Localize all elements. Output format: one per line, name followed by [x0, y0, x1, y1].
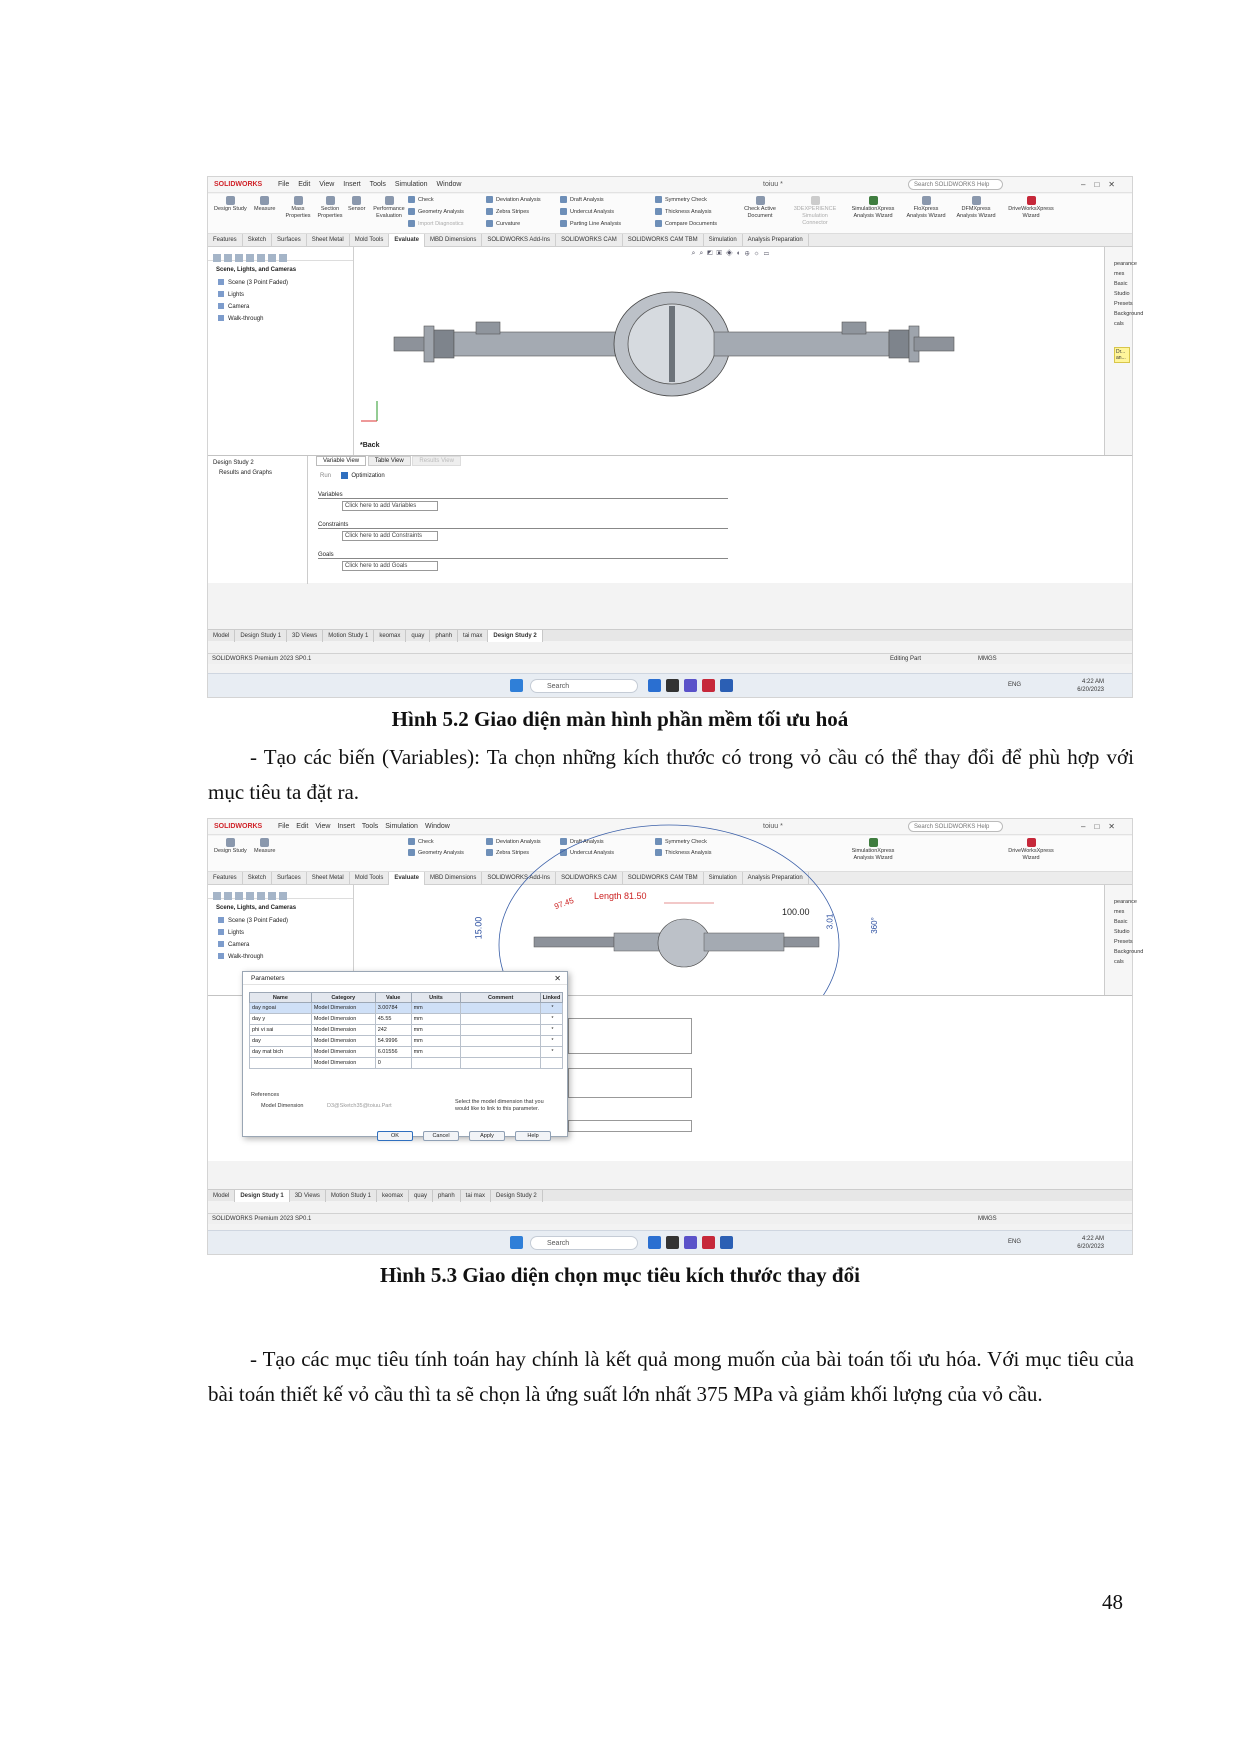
tab-mbd-dimensions[interactable]: MBD Dimensions	[425, 234, 482, 247]
solidworks-logo: SOLIDWORKS	[214, 181, 263, 188]
undercut-analysis-button[interactable]: Undercut Analysis	[560, 848, 614, 859]
menu-edit[interactable]: Edit	[298, 181, 311, 188]
tab-mbd-dimensions[interactable]: MBD Dimensions	[425, 872, 482, 885]
measure-button[interactable]: Measure	[254, 838, 275, 855]
thickness-analysis-button[interactable]: Thickness Analysis	[655, 848, 711, 859]
clock[interactable]: 4:22 AM 6/20/2023	[1077, 679, 1104, 693]
tab-mold-tools[interactable]: Mold Tools	[350, 234, 390, 247]
command-tabs	[208, 234, 1132, 247]
menu-view[interactable]: View	[319, 181, 335, 188]
status-version: SOLIDWORKS Premium 2023 SP0.1	[212, 656, 312, 662]
tab-analysis-preparation[interactable]: Analysis Preparation	[743, 234, 809, 247]
curvature-button[interactable]: Curvature	[486, 219, 520, 230]
geometry-analysis-button[interactable]: Geometry Analysis	[408, 207, 464, 218]
axis-triad-icon	[357, 397, 387, 427]
task-pane[interactable]: pearance mes Basic Studio Presets Background cals	[1104, 885, 1132, 995]
tab-addins[interactable]: SOLIDWORKS Add-Ins	[482, 872, 556, 885]
menu-bar	[278, 177, 468, 193]
symmetry-check-button[interactable]: Symmetry Check	[655, 837, 707, 848]
dimension-15[interactable]: 15.00	[473, 916, 484, 940]
cancel-button[interactable]: Cancel	[423, 1131, 459, 1141]
menu-insert[interactable]: Insert	[343, 181, 361, 188]
bing-icon[interactable]	[648, 679, 661, 692]
menu-window[interactable]: Window	[436, 181, 462, 188]
parting-line-analysis-button[interactable]: Parting Line Analysis	[560, 219, 621, 230]
check-button[interactable]: Check	[408, 837, 434, 848]
tab-tai-max[interactable]: tai max	[461, 1190, 491, 1202]
draft-analysis-button[interactable]: Draft Analysis	[560, 837, 604, 848]
axle-housing-model	[394, 292, 954, 402]
teams-icon[interactable]	[684, 679, 697, 692]
tab-tai-max[interactable]: tai max	[458, 630, 488, 642]
model-dimension-value[interactable]: D3@Sketch35@toiuu.Part	[327, 1103, 392, 1109]
goals-section	[318, 552, 728, 571]
page-number: 48	[1102, 1590, 1123, 1614]
screenshot-optimization-ui	[207, 176, 1144, 698]
design-study-icon	[226, 838, 235, 847]
dimension-3-01[interactable]: 3.01	[825, 913, 835, 930]
undercut-analysis-button[interactable]: Undercut Analysis	[560, 207, 614, 218]
table-row[interactable]: Model Dimension 0	[250, 1058, 563, 1069]
close-icon[interactable]: ✕	[554, 974, 561, 983]
symmetry-check-button[interactable]: Symmetry Check	[655, 195, 707, 206]
section-properties-icon	[326, 196, 335, 205]
section-properties-button[interactable]: Section Properties	[316, 196, 344, 220]
design-study-icon	[226, 196, 235, 205]
ok-button[interactable]: OK	[377, 1131, 413, 1141]
bottom-study-tabs	[208, 1189, 1132, 1201]
status-version: SOLIDWORKS Premium 2023 SP0.1	[212, 1216, 312, 1222]
panel-title: Scene, Lights, and Cameras	[216, 267, 297, 273]
tab-surfaces[interactable]: Surfaces	[272, 234, 307, 247]
check-document-icon	[756, 196, 765, 205]
dimension-97[interactable]: 97.45	[553, 895, 575, 912]
add-variables-dropdown[interactable]: Click here to add Variables	[342, 501, 438, 511]
thickness-analysis-button[interactable]: Thickness Analysis	[655, 207, 711, 218]
task-view-icon[interactable]	[666, 1236, 679, 1249]
tab-design-study-2[interactable]: Design Study 2	[491, 1190, 543, 1202]
tab-cam-tbm[interactable]: SOLIDWORKS CAM TBM	[623, 872, 704, 885]
design-study-panel	[208, 455, 1132, 583]
tab-sketch[interactable]: Sketch	[243, 234, 272, 247]
tree-design-study-2[interactable]: Design Study 2	[213, 460, 254, 466]
document-title: toiuu *	[763, 181, 783, 188]
references-block	[251, 1092, 392, 1110]
driveworksxpress-button[interactable]: DriveWorksXpress Wizard	[1006, 838, 1056, 862]
tab-sheet-metal[interactable]: Sheet Metal	[307, 234, 350, 247]
language-indicator[interactable]: ENG	[1008, 682, 1022, 688]
driveworks-icon	[1027, 838, 1036, 847]
language-indicator[interactable]: ENG	[1008, 1239, 1022, 1245]
design-study-button[interactable]: Design Study	[214, 838, 247, 855]
measure-button[interactable]: Measure	[254, 196, 275, 213]
performance-icon	[385, 196, 394, 205]
dimension-length[interactable]: Length 81.50	[594, 891, 647, 901]
constraints-table-bg	[568, 1068, 692, 1098]
windows-taskbar	[208, 1230, 1132, 1254]
tab-phanh[interactable]: phanh	[433, 1190, 461, 1202]
tree-scene[interactable]: Scene (3 Point Faded)	[208, 277, 353, 289]
measure-icon	[260, 838, 269, 847]
add-constraints-dropdown[interactable]: Click here to add Constraints	[342, 531, 438, 541]
tab-mold-tools[interactable]: Mold Tools	[350, 872, 390, 885]
command-tabs	[208, 872, 1132, 885]
document-title: toiuu *	[763, 823, 783, 830]
bottom-study-tabs	[208, 629, 1132, 641]
apply-button[interactable]: Apply	[469, 1131, 505, 1141]
ribbon	[208, 194, 1132, 234]
ribbon	[208, 836, 1132, 872]
tree-walk-through[interactable]: Walk-through	[208, 313, 353, 325]
measure-icon	[260, 196, 269, 205]
tab-results-view[interactable]: Results View	[412, 456, 461, 466]
window-controls[interactable]: –□✕	[1081, 822, 1124, 831]
parameters-dialog[interactable]	[242, 971, 568, 1137]
reference-hint: Select the model dimension that you would like to link to this parameter.	[455, 1099, 544, 1112]
zebra-stripes-button[interactable]: Zebra Stripes	[486, 207, 529, 218]
tab-keomax[interactable]: keomax	[377, 1190, 409, 1202]
col-units: Units	[411, 993, 461, 1003]
goals-table-bg	[568, 1120, 692, 1132]
status-units[interactable]: MMGS	[978, 1216, 997, 1222]
zebra-stripes-button[interactable]: Zebra Stripes	[486, 848, 529, 859]
dfmxpress-icon	[972, 196, 981, 205]
tab-sheet-metal[interactable]: Sheet Metal	[307, 872, 350, 885]
run-row	[320, 472, 385, 479]
tab-quay[interactable]: quay	[406, 630, 430, 642]
table-row[interactable]: day mat bich Model Dimension 6.01556 mm *	[250, 1047, 563, 1058]
teams-icon[interactable]	[684, 1236, 697, 1249]
check-button[interactable]: Check	[408, 195, 434, 206]
col-comment: Comment	[461, 993, 541, 1003]
tab-evaluate[interactable]: Evaluate	[389, 872, 425, 885]
tab-table-view[interactable]: Table View	[368, 456, 411, 466]
tab-design-study-1[interactable]: Design Study 1	[235, 630, 287, 642]
optimization-checkbox[interactable]	[341, 472, 348, 479]
simulationxpress-button[interactable]: SimulationXpress Analysis Wizard	[848, 838, 898, 862]
col-linked: Linked	[541, 993, 563, 1003]
tab-variable-view[interactable]: Variable View	[316, 456, 366, 466]
constraints-title: Constraints	[318, 522, 728, 529]
dialog-buttons	[377, 1124, 561, 1142]
table-row[interactable]: day Model Dimension 54.9996 mm *	[250, 1036, 563, 1047]
sensor-button[interactable]: Sensor	[348, 196, 365, 213]
tree-lights[interactable]: Lights	[208, 927, 353, 939]
references-label: References	[251, 1092, 280, 1098]
parameters-table	[249, 992, 563, 1069]
pane-icon-strip[interactable]	[208, 885, 353, 899]
compare-documents-button[interactable]: Compare Documents	[655, 219, 717, 230]
title-bar	[208, 819, 1132, 835]
tab-cam[interactable]: SOLIDWORKS CAM	[556, 234, 623, 247]
model-dimension-label: Model Dimension	[261, 1103, 304, 1109]
table-header	[250, 993, 563, 1003]
word-icon[interactable]	[720, 679, 733, 692]
table-row[interactable]: day ngoai Model Dimension 3.00784 mm *	[250, 1003, 563, 1014]
status-bar	[208, 653, 1132, 664]
table-row[interactable]: day y Model Dimension 45.55 mm *	[250, 1014, 563, 1025]
tab-features[interactable]: Features	[208, 872, 243, 885]
help-button[interactable]: Help	[515, 1131, 551, 1141]
dimension-100[interactable]: 100.00	[782, 907, 810, 917]
check-active-document-button[interactable]: Check Active Document	[738, 196, 782, 220]
variables-section	[318, 492, 728, 511]
tab-features[interactable]: Features	[208, 234, 243, 247]
run-button[interactable]: Run	[320, 473, 332, 480]
performance-evaluation-button[interactable]: Performance Evaluation	[371, 196, 407, 220]
tab-model[interactable]: Model	[208, 1190, 235, 1202]
tab-cam-tbm[interactable]: SOLIDWORKS CAM TBM	[623, 234, 704, 247]
menu-simulation[interactable]: Simulation	[394, 181, 428, 188]
solidworks-logo: SOLIDWORKS	[214, 823, 263, 830]
optimization-label: Optimization	[351, 473, 385, 480]
solidworks-taskbar-icon[interactable]	[702, 1236, 715, 1249]
help-search-input[interactable]: Search SOLIDWORKS Help	[908, 179, 1003, 190]
tab-model[interactable]: Model	[208, 630, 235, 642]
task-view-icon[interactable]	[666, 679, 679, 692]
simulationxpress-icon	[869, 196, 878, 205]
variables-table-bg	[568, 1018, 692, 1054]
tab-quay[interactable]: quay	[409, 1190, 433, 1202]
windows-taskbar	[208, 673, 1132, 697]
tab-evaluate[interactable]: Evaluate	[389, 234, 425, 247]
display-manager-pane	[208, 247, 354, 455]
simulationxpress-icon	[869, 838, 878, 847]
tree-camera[interactable]: Camera	[208, 301, 353, 313]
add-goals-dropdown[interactable]: Click here to add Goals	[342, 561, 438, 571]
panel-title: Scene, Lights, and Cameras	[216, 905, 297, 911]
deviation-analysis-button[interactable]: Deviation Analysis	[486, 837, 541, 848]
design-study-button[interactable]: Design Study	[214, 196, 247, 213]
col-value: Value	[375, 993, 411, 1003]
tab-motion-study-1[interactable]: Motion Study 1	[326, 1190, 377, 1202]
paragraph-goals: - Tạo các mục tiêu tính toán hay chính là kết quả mong muốn của bài toán tối ưu hóa. Với mục tiêu của bài toán thiết kế vỏ cầu thì ta sẽ chọn là ứng suất lớn nhất 375 MPa và giảm khối lượng của vỏ cầu.	[208, 1347, 1134, 1406]
dialog-title: Parameters ✕	[243, 972, 567, 985]
window-controls[interactable]: –□✕	[1081, 180, 1124, 189]
status-bar	[208, 1213, 1132, 1224]
sticky-note: Dr... an...	[1114, 347, 1130, 363]
screenshot-parameters-ui	[207, 818, 1144, 1255]
bing-icon[interactable]	[648, 1236, 661, 1249]
import-diagnostics-button[interactable]: Import Diagnostics	[408, 219, 464, 230]
mass-properties-button[interactable]: Mass Properties	[284, 196, 312, 220]
simulationxpress-button[interactable]: SimulationXpress Analysis Wizard	[848, 196, 898, 220]
tab-surfaces[interactable]: Surfaces	[272, 872, 307, 885]
clock[interactable]: 4:22 AM 6/20/2023	[1077, 1236, 1104, 1250]
tree-results-graphs[interactable]: Results and Graphs	[219, 470, 273, 476]
tab-cam[interactable]: SOLIDWORKS CAM	[556, 872, 623, 885]
tree-walk-through[interactable]: Walk-through	[208, 951, 353, 963]
col-category: Category	[311, 993, 375, 1003]
sensor-icon	[352, 196, 361, 205]
status-units[interactable]: MMGS	[978, 656, 997, 662]
driveworks-icon	[1027, 196, 1036, 205]
tab-phanh[interactable]: phanh	[430, 630, 458, 642]
table-row[interactable]: phi vi sai Model Dimension 242 mm *	[250, 1025, 563, 1036]
dfmxpress-button[interactable]: DFMXpress Analysis Wizard	[954, 196, 998, 220]
taskbar-search[interactable]: Search	[530, 1236, 638, 1250]
variables-title: Variables	[318, 492, 728, 499]
col-name: Name	[250, 993, 312, 1003]
goals-title: Goals	[318, 552, 728, 559]
3dexperience-connector-button[interactable]: 3DEXPERIENCE Simulation Connector	[790, 196, 840, 227]
menu-bar: File Edit View Insert Tools Simulation Window	[278, 823, 450, 830]
tab-analysis-preparation[interactable]: Analysis Preparation	[743, 872, 809, 885]
taskbar-search[interactable]: Search	[530, 679, 638, 693]
word-icon[interactable]	[720, 1236, 733, 1249]
graphics-viewport[interactable]	[354, 247, 1104, 455]
figure-caption-2: Hình 5.3 Giao diện chọn mục tiêu kích thước thay đổi	[380, 1263, 860, 1287]
tab-3d-views[interactable]: 3D Views	[287, 630, 323, 642]
tree-camera[interactable]: Camera	[208, 939, 353, 951]
tab-motion-study-1[interactable]: Motion Study 1	[323, 630, 374, 642]
tab-sketch[interactable]: Sketch	[243, 872, 272, 885]
tree-lights[interactable]: Lights	[208, 289, 353, 301]
tab-keomax[interactable]: keomax	[374, 630, 406, 642]
menu-tools[interactable]: Tools	[369, 181, 386, 188]
windows-start-icon[interactable]	[510, 1236, 523, 1249]
tab-design-study-2[interactable]: Design Study 2	[488, 630, 542, 642]
geometry-analysis-button[interactable]: Geometry Analysis	[408, 848, 464, 859]
tab-design-study-1[interactable]: Design Study 1	[235, 1190, 289, 1202]
3dexperience-icon	[811, 196, 820, 205]
menu-file[interactable]: File	[278, 181, 290, 188]
view-orientation-label: *Back	[360, 442, 380, 449]
paragraph-variables: - Tạo các biến (Variables): Ta chọn những kích thước có trong vỏ cầu có thể thay đổi để phù hợp với mục tiêu ta đặt ra.	[208, 745, 1134, 804]
tab-3d-views[interactable]: 3D Views	[290, 1190, 326, 1202]
constraints-section	[318, 522, 728, 541]
task-pane[interactable]: pearance mes Basic Studio Presets Background cals Dr... an...	[1104, 247, 1132, 455]
tab-addins[interactable]: SOLIDWORKS Add-Ins	[482, 234, 556, 247]
dimension-360[interactable]: 360°	[869, 917, 879, 934]
help-search-input[interactable]: Search SOLIDWORKS Help	[908, 821, 1003, 832]
floxpress-icon	[922, 196, 931, 205]
mass-properties-icon	[294, 196, 303, 205]
tab-simulation[interactable]: Simulation	[704, 872, 743, 885]
driveworksxpress-button[interactable]: DriveWorksXpress Wizard	[1006, 196, 1056, 220]
windows-start-icon[interactable]	[510, 679, 523, 692]
tree-scene[interactable]: Scene (3 Point Faded)	[208, 915, 353, 927]
draft-analysis-button[interactable]: Draft Analysis	[560, 195, 604, 206]
solidworks-taskbar-icon[interactable]	[702, 679, 715, 692]
deviation-analysis-button[interactable]: Deviation Analysis	[486, 195, 541, 206]
study-view-tabs	[316, 458, 461, 464]
status-editing: Editing Part	[890, 656, 922, 662]
figure-caption-1: Hình 5.2 Giao diện màn hình phần mềm tối ưu hoá	[391, 707, 849, 731]
heads-up-toolbar[interactable]: ⌕ ⌕ ◩ ▣ ◈ ◐ ⊕ ☼ ▭	[691, 250, 771, 257]
tab-simulation[interactable]: Simulation	[704, 234, 743, 247]
floxpress-button[interactable]: FloXpress Analysis Wizard	[904, 196, 948, 220]
title-bar	[208, 177, 1132, 193]
design-study-tree	[208, 456, 308, 584]
pane-icon-strip[interactable]	[208, 247, 353, 261]
